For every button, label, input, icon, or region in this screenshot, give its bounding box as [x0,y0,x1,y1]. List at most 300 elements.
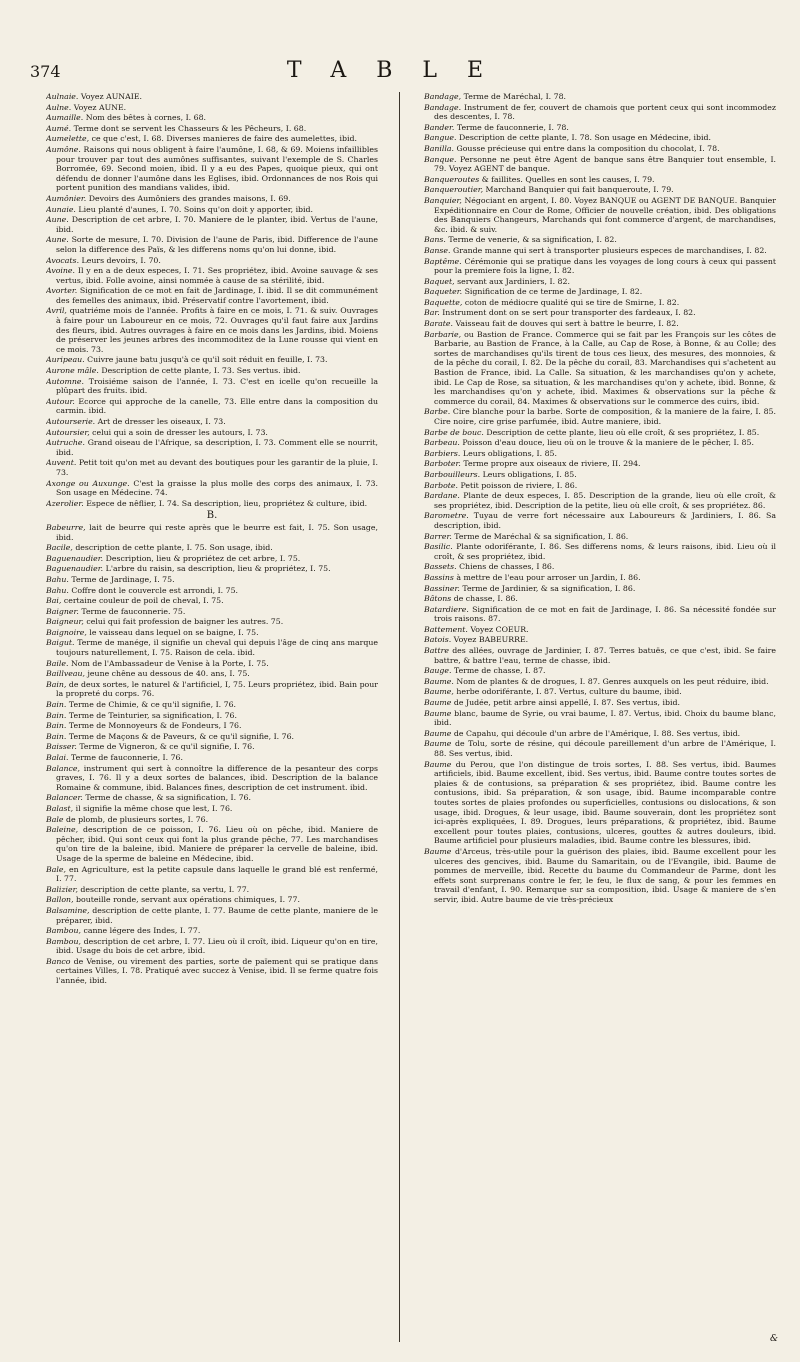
index-entry [424,449,776,459]
index-entry [424,277,776,287]
index-entry [424,459,776,469]
entry-headword: Avocats. [46,255,80,265]
entry-headword: Banqueroutes [424,174,480,184]
page-title: TABLE [286,58,514,83]
entry-headword: Baume [424,728,452,738]
index-entry [46,377,378,396]
index-entry [424,584,776,594]
index-entry [424,155,776,174]
index-entry [46,417,378,427]
entry-headword: Autour. [46,396,75,406]
index-entry [424,298,776,308]
index-entry [46,895,378,905]
entry-headword: Banco [46,956,71,966]
entry-headword: Bassiner. [424,583,460,593]
entry-headword: Baume [424,759,452,769]
entry-headword: Aumônier. [46,193,87,203]
index-entry [46,680,378,699]
entry-text: Terme de Maréchal, I. 78. [463,92,567,101]
index-entry [424,246,776,256]
entry-text: bouteille ronde, servant aux opérations chimiques, I. 77. [76,895,300,905]
entry-headword: Bambou, [46,926,81,936]
entry-headword: Axonge ou Auxunge. [46,478,130,488]
entry-headword: Battre [424,646,449,656]
index-entry [424,428,776,438]
entry-headword: Bassets. [424,562,457,572]
entry-text: Terme de Jardinier, & sa signification, I. 86. [462,583,636,593]
entry-headword: Batardiere. [424,604,469,614]
entry-text: ce que c'est, I. 68. Diverses manieres de faire des aumelettes, ibid. [91,134,357,144]
index-entry [46,804,378,814]
index-entry [46,458,378,477]
index-entry [46,764,378,793]
entry-text: Troisiéme saison de l'année, I. 73. C'est en icelle qu'on recueille la plûpart des fruits. ibid. [56,376,378,396]
entry-headword: Bans. [424,235,446,245]
entry-headword: Avril, [46,306,67,316]
index-entry [424,729,776,739]
entry-headword: Bain. [46,731,67,741]
entry-headword: Banquier, [424,195,462,205]
index-entry [46,438,378,457]
entry-text: Terme dont se servent les Chasseurs & les Pêcheurs, I. 68. [73,123,307,133]
entry-headword: Azerolier. [46,498,84,508]
index-entry [46,479,378,498]
index-entry [46,793,378,803]
entry-headword: Baquette, [424,297,463,307]
entry-text: lait de beurre qui reste après que le beurre est fait, I. 75. Son usage, ibid. [56,522,378,542]
entry-headword: Baume [424,698,452,708]
entry-headword: Auripeau. [46,355,85,365]
index-entry [424,287,776,297]
entry-headword: Baigut. [46,638,75,648]
entry-text: Terme de Chimie, & ce qu'il signifie, I. 76. [68,700,237,710]
entry-text: Terme de Jardinage, I. 75. [71,574,175,584]
entry-text: à mettre de l'eau pour arroser un Jardin, I. 86. [456,572,641,582]
index-entry [424,257,776,276]
index-entry [46,215,378,234]
entry-text: Terme de chasse, & sa signification, I. 76. [85,793,251,803]
entry-text: Instrument de fer, couvert de chamois que portent ceux qui sont incommodez des descentes, I. 78. [434,102,776,122]
entry-text: Devoirs des Aumôniers des grandes maisons, I. 69. [88,193,291,203]
index-entry [46,103,378,113]
entry-headword: Aune. [46,235,69,245]
entry-text: Voyez COEUR. [470,624,529,634]
entry-text: description de cet arbre, I. 77. Lieu où il croît, ibid. Liqueur qu'on en tire, ibid. Usage du bois de cet arbre, ibid. [56,936,378,956]
entry-text: Description de cette plante, lieu où elle croît, & ses propriétez, I. 85. [486,427,760,437]
entry-headword: Autruche. [46,438,86,448]
index-entry [46,256,378,266]
entry-text: Terme propre aux oiseaux de riviere, II. 294. [463,459,641,469]
index-entry [424,562,776,572]
entry-text: du Perou, que l'on distingue de trois sortes, I. 88. Ses vertus, ibid. Baumes artificiels, ibid. Baume excellent, ibid. Ses vertus, ibid. Baume contre toutes sortes de plaies & de contusions, sa préparation & ses propriétez, ibid. Baume contre les contusions, ibid. Sa préparation, & son usage, ibid. Baume incomparable contre toutes sortes de plaies profondes ou superficielles, contusions ou dislocations, & son usage, ibid. Drogues, & leur usage, ibid. Baume souverain, dont les propriétez sont ici-après expliquées, I. 89. Drogues, leurs préparations, & propriétez, ibid. Baume excellent pour toutes plaies, contusions, ulceres, gouttes & autres douleurs, ibid. Baume artificiel pour plusieurs maladies, ibid. Baume contre les blessures, ibid. [434,759,776,846]
entry-headword: Baguenaudier. [46,564,104,574]
entry-text: Terme de Maréchal & sa signification, I. 86. [454,531,629,541]
entry-headword: Bain. [46,710,67,720]
entry-headword: Barbe. [424,407,451,417]
entry-headword: Balast, [46,803,74,813]
entry-text: Signification de ce terme de Jardinage, I. 82. [464,287,643,297]
entry-text: Terme de chasse, I. 87. [453,666,546,676]
index-entry [46,134,378,144]
index-entry [46,543,378,553]
left-column [46,92,378,1342]
entry-headword: Barboter. [424,459,461,469]
entry-text: Cérémonie qui se pratique dans les voyages de long cours à ceux qui passent pour la premiere fois la ligne, I. 82. [434,256,776,276]
entry-text: L'arbre du raisin, sa description, lieu & propriétez, I. 75. [105,564,331,574]
entry-text: Chiens de chasses, I 86. [459,562,555,572]
entry-text: ou Bastion de France. Commerce qui se fait par les François sur les côtes de Barbarie, au Bastion de France, à la Calle, au Cap de Rose, à Bonne, & au Colle; des sortes de marchandises qu'ils tirent de tous ces lieux, des mesures, des monnoies, & de la pêche du corail, I. 82. De la pêche du corail, 83. Marchandises qui s'achetent au Bastion de France, ibid. La Calle. Sa situation, & les marchandises qu'on y achete, ibid. Le Cap de Rose, sa situation, & les marchandises qu'on y achete, ibid. Bonne, & les marchandises qu'on y achete, ibid. Maximes & observations sur la pêche & commerce du corail, 84. Maximes & observations sur le commerce des cuirs, ibid. [434,329,776,406]
entry-headword: Aumaille. [46,113,84,123]
index-entry [424,103,776,122]
entry-text: Terme de Teinturier, sa signification, I. 76. [68,710,237,720]
entry-text: Terme de fauconnerie, I. 78. [456,122,569,132]
entry-headword: Baigner. [46,606,79,616]
right-column [424,92,776,1354]
entry-headword: Bander. [424,122,455,132]
index-entry [46,499,378,509]
entry-text: celui qui fait profession de baigner les autres. 75. [86,617,284,627]
entry-text: Signification de ce mot en fait de Jardinage, I. 86. Sa nécessité fondée sur trois raisons. 87. [434,604,776,624]
entry-headword: Bauge. [424,666,452,676]
index-entry [424,491,776,510]
index-entry [46,638,378,657]
entry-text: Leurs devoirs, I. 70. [81,255,161,265]
entry-headword: Avorter. [46,286,78,296]
index-entry [46,659,378,669]
entry-headword: Autoursier, [46,427,90,437]
index-entry [46,825,378,863]
entry-text: Nom des bêtes à cornes, I. 68. [85,113,207,123]
entry-text: Description, lieu & propriétez de cet arbre, I. 75. [105,553,301,563]
index-entry [424,438,776,448]
entry-text: Description de cet arbre, I. 70. Maniere de le planter, ibid. Vertus de l'aune, ibid. [56,215,378,234]
entry-headword: Ballon, [46,895,74,905]
entry-headword: Aumône. [46,144,81,154]
entry-headword: Barometre. [424,511,469,521]
entry-headword: Barbiers. [424,448,461,458]
entry-headword: Baguenaudier. [46,553,104,563]
entry-text: Coffre dont le couvercle est arrondi, I. 75. [71,585,239,595]
entry-headword: Avoine. [46,266,76,276]
entry-text: Terme de fauconnerie. 75. [81,606,186,616]
entry-headword: Babeurre, [46,522,86,532]
index-entry [424,133,776,143]
index-entry [424,407,776,426]
index-entry [46,306,378,354]
entry-text: des allées, ouvrage de Jardinier, I. 87. Terres batuës, ce que c'est, ibid. Se faire battre, & battre l'eau, terme de chasse, ibid. [434,646,776,665]
entry-headword: Balizier, [46,884,78,894]
entry-text: de Judée, petit arbre ainsi appellé, I. 87. Ses vertus, ibid. [453,698,680,708]
index-entry [424,739,776,758]
entry-text: de Tolu, sorte de résine, qui découle pareillement d'un arbre de l'Amérique, I. 88. Ses vertus, ibid. [434,739,776,758]
entry-headword: Barbote. [424,480,459,490]
entry-headword: Banse. [424,245,451,255]
index-entry [424,677,776,687]
index-entry [46,564,378,574]
index-entry [46,235,378,254]
index-entry [424,594,776,604]
entry-text: en Agriculture, est la petite capsule dans laquelle le grand blé est renfermé, I. 77. [56,864,378,884]
entry-text: Terme de venerie, & sa signification, I. 82. [448,235,617,245]
entry-text: Terme de Monnoyeurs & de Fondeurs, I 76. [68,721,242,731]
entry-text: Grand oiseau de l'Afrique, sa description, I. 73. Comment elle se nourrit, ibid. [56,438,378,457]
entry-text: C'est la graisse la plus molle des corps des animaux, I. 73. Son usage en Médecine. 74. [56,478,378,498]
index-entry [46,366,378,376]
index-entry [424,847,776,905]
entry-text: description de cette plante, I. 77. Baume de cette plante, maniere de le préparer, ibid. [56,905,378,925]
entry-headword: Bahu. [46,585,69,595]
index-entry [46,194,378,204]
index-entry [46,617,378,627]
entry-headword: Basilic. [424,542,453,552]
index-entry [424,625,776,635]
entry-headword: Bâtons [424,594,452,604]
index-entry [46,124,378,134]
index-entry [424,123,776,133]
entry-text: Terme de manége, il signifie un cheval qui depuis l'âge de cinq ans marque toujours naturellement, I. 75. Raison de cela. ibid. [56,638,378,658]
index-entry [424,698,776,708]
entry-text: Ecorce qui approche de la canelle, 73. Elle entre dans la composition du carmin. ibid. [56,396,378,416]
index-entry [46,957,378,986]
entry-headword: Baisser. [46,742,77,752]
entry-headword: Bai, [46,596,62,606]
entry-text: description de cette plante, sa vertu, I. 77. [80,884,250,894]
index-entry [46,575,378,585]
entry-text: Description de cette plante, I. 73. Ses vertus. ibid. [101,366,301,376]
entry-headword: Bardane. [424,491,460,501]
index-entry [46,865,378,884]
index-entry [424,308,776,318]
entry-headword: Batois. [424,635,452,645]
index-entry [46,205,378,215]
entry-headword: Baptême. [424,256,462,266]
entry-headword: Bale, [46,864,66,874]
index-entry [46,428,378,438]
entry-headword: Baile. [46,658,69,668]
entry-headword: Baume, [424,687,454,697]
entry-text: celui qui a soin de dresser les autours, I. 73. [92,427,268,437]
entry-headword: Aune. [46,215,69,225]
index-entry [424,666,776,676]
index-entry [46,523,378,542]
entry-text: Sorte de mesure, I. 70. Division de l'aune de Paris, ibid. Difference de l'aune selon la difference des Païs, & les differens noms qu'on lui donne, ibid. [56,235,378,254]
entry-text: Voyez BABEURRE. [453,635,529,645]
entry-text: Terme de Vigneron, & ce qu'il signifie, I. 76. [79,742,255,752]
entry-headword: Aulnaie. [46,92,79,101]
entry-headword: Baillveau, [46,669,86,679]
column-divider [399,92,400,1342]
entry-text: & faillites. Quelles en sont les causes, I. 79. [481,174,655,184]
entry-text: coton de médiocre qualité qui se tire de Smirne, I. 82. [464,297,680,307]
section-letter: B. [206,510,218,522]
index-entry [46,815,378,825]
entry-text: Grande manne qui sert à transporter plusieurs especes de marchandises, I. 82. [452,245,767,255]
index-entry [46,711,378,721]
index-entry [46,145,378,193]
index-entry [424,481,776,491]
entry-headword: Bangue. [424,133,457,143]
index-entry [46,700,378,710]
index-entry [424,235,776,245]
entry-headword: Balancer. [46,793,83,803]
index-entry [424,330,776,407]
entry-text: Cire blanche pour la barbe. Sorte de composition, & la maniere de la faire, I. 85. Cire noire, cire grise parfumée, ibid. Autre maniere, ibid. [434,407,776,426]
index-entry [46,926,378,936]
index-entry [46,286,378,305]
entry-text: Signification de ce mot en fait de Jardinage, I. ibid. Il se dit communément des femelles des animaux, ibid. Préservatif contre l'avortement, ibid. [56,286,378,305]
entry-text: Terme de fauconnerie, I. 76. [70,753,183,762]
entry-headword: Aurone mâle. [46,366,99,376]
entry-text: Marchand Banquier qui fait banqueroute, I. 79. [485,185,674,195]
entry-text: servant aux Jardiniers, I. 82. [457,276,570,286]
index-entry [424,573,776,583]
index-entry [424,470,776,480]
entry-headword: Barbarie, [424,329,462,339]
entry-headword: Bahu. [46,574,69,584]
entry-headword: Barbouilleurs. [424,469,481,479]
entry-text: Cuivre jaune batu jusqu'à ce qu'il soit réduit en feuille, I. 73. [87,355,328,365]
entry-text: le vaisseau dans lequel on se baigne, I. 75. [89,627,259,637]
entry-text: il signifie la même chose que lest, I. 76. [75,803,233,813]
entry-headword: Aumelette, [46,134,90,144]
index-entry [424,511,776,530]
entry-headword: Balai. [46,753,69,762]
entry-headword: Baquet, [424,276,455,286]
entry-headword: Banilla. [424,143,455,153]
entry-text: Personne ne peut être Agent de banque sans être Banquier tout ensemble, I. 79. Voyez AGENT de banque. [434,154,776,174]
entry-text: Poisson d'eau douce, lieu où on le trouve & la maniere de le pêcher, I. 85. [462,438,754,448]
entry-headword: Balsamine, [46,905,90,915]
index-entry [46,397,378,416]
entry-headword: Baigneur, [46,617,84,627]
entry-headword: Barrer. [424,531,452,541]
entry-text: Il y en a de deux especes, I. 71. Ses propriétez, ibid. Avoine sauvage & ses vertus, ibid. Folle avoine, ainsi nommée à cause de sa stérilité, ibid. [56,266,378,285]
index-entry [46,885,378,895]
index-entry [424,185,776,195]
entry-headword: Bacile, [46,543,73,553]
entry-text: Nom de plantes & de drogues, I. 87. Genres auxquels on les peut réduire, ibid. [456,676,769,686]
entry-text: Voyez AUNAIE. [80,92,143,101]
entry-text: description de ce poisson, I. 76. Lieu où on pêche, ibid. Maniere de pêcher, ibid. Qui sont ceux qui font la plus grande pêche, 77. Les marchandises qu'on tire de la baleine, ibid. Maniere de préparer la cervelle de baleine, ibid. Usage de la sperme de baleine en Médecine, ibid. [56,825,378,863]
entry-text: canne légere des Indes, I. 77. [83,926,201,936]
entry-headword: Auvent. [46,458,77,468]
entry-text: Plante de deux especes, I. 85. Description de la grande, lieu où elle croît, & ses propriétez, ibid. Description de la petite, lieu où elle croît, & ses propriétez. 86. [434,491,776,510]
index-entry [46,607,378,617]
entry-headword: Bain. [46,700,67,710]
entry-headword: Autourserie. [46,417,96,426]
entry-headword: Balance, [46,763,81,773]
index-entry [424,532,776,542]
entry-headword: Bale [46,814,64,824]
entry-headword: Baqueter. [424,287,463,297]
entry-text: de Capahu, qui découle d'un arbre de l'Amérique, I. 88. Ses vertus, ibid. [453,728,741,738]
entry-headword: Baleine, [46,825,79,835]
entry-text: Petit toit qu'on met au devant des boutiques pour les garantir de la pluie, I. 73. [56,458,378,477]
index-entry [424,646,776,665]
entry-text: Terme de Maçons & de Paveurs, & ce qu'il signifie, I. 76. [68,731,295,741]
index-entry [424,760,776,846]
entry-text: Nom de l'Ambassadeur de Venise à la Porte, I. 75. [70,658,269,668]
entry-text: Espece de nêflier, I. 74. Sa description, lieu, propriétez & culture, ibid. [86,498,368,508]
index-entry [424,175,776,185]
index-entry [46,753,378,763]
entry-text: Leurs obligations, I. 85. [482,469,577,479]
entry-text: Voyez AUNE. [73,102,127,112]
index-entry [46,266,378,285]
entry-text: certaine couleur de poil de cheval, I. 75. [63,596,224,606]
entry-headword: Bain, [46,679,67,689]
entry-headword: Battement. [424,624,468,634]
entry-headword: Aulne. [46,102,72,112]
entry-text: blanc, baume de Syrie, ou vrai baume, I. 87. Vertus, ibid. Choix du baume blanc, ibid. [434,708,776,728]
entry-text: Gousse précieuse qui entre dans la composition du chocolat, I. 78. [456,143,720,153]
entry-headword: Banque. [424,154,457,164]
index-entry [46,937,378,956]
entry-headword: Automne. [46,376,84,386]
index-entry [46,628,378,638]
entry-headword: Baume [424,739,452,749]
index-entry [424,319,776,329]
index-entry [424,687,776,697]
entry-headword: Baignoire, [46,627,87,637]
entry-headword: Baume [424,846,452,856]
entry-text: Plante odoriférante, I. 86. Ses differens noms, & leurs raisons, ibid. Lieu où il croît, & ses propriétez, ibid. [434,542,776,561]
index-entry [424,196,776,234]
entry-headword: Bassins [424,572,454,582]
entry-text: de deux sortes, le naturel & l'artificiel, I, 75. Leurs propriétez, ibid. Bain pour la propreté du corps. 76. [56,679,378,699]
entry-headword: Bandage, [424,92,462,101]
index-entry [424,709,776,728]
entry-text: Lieu planté d'aunes, I. 70. Soins qu'on doit y apporter, ibid. [78,204,314,214]
catchword: & [769,1334,778,1344]
entry-headword: Bambou, [46,936,81,946]
entry-text: Tuyau de verre fort nécessaire aux Laboureurs & Jardiniers, I. 86. Sa description, ibid. [434,511,776,530]
index-entry [46,669,378,679]
index-entry [46,554,378,564]
entry-text: Instrument dont on se sert pour transporter des fardeaux, I. 82. [442,308,696,318]
entry-text: herbe odoriférante, I. 87. Vertus, culture du baume, ibid. [456,687,682,697]
page-header [30,58,770,88]
entry-text: Art de dresser les oiseaux, I. 73. [97,417,226,426]
entry-text: jeune chêne au dessous de 40. ans, I. 75. [87,669,250,679]
entry-headword: Aumé. [46,123,72,133]
entry-headword: Barate. [424,319,453,329]
entry-headword: Bandage. [424,102,462,112]
index-entry [424,92,776,102]
entry-text: de Venise, ou virement des parties, sorte de païement qui se pratique dans certaines Villes, I. 78. Pratiqué avec succez à Venise, ibid. Il se ferme quatre fois l'année, ibid. [56,956,378,986]
entry-headword: Banqueroutier, [424,185,484,195]
entry-text: Raisons qui nous obligent à faire l'aumône, I. 68, & 69. Moiens infaillibles pour trouver par tout des aumônes suffisantes, suivant l'exemple de S. Charles Borromée, 69. Second moien, ibid. Il y a eu des Papes, quoique pieux, qui ont défendu de donner l'aumône dans les Eglises, ibid. Ordonnances de nos Rois qui portent punition des mandians valides, ibid. [56,144,378,193]
index-entry [46,586,378,596]
entry-headword: Bain. [46,721,67,731]
index-entry [424,605,776,624]
index-entry [46,596,378,606]
index-entry [424,144,776,154]
entry-text: description de cette plante, I. 75. Son usage, ibid. [75,543,273,553]
index-entry [424,635,776,645]
entry-text: quatriéme mois de l'année. Profits à faire en ce mois, I. 71. & suiv. Ouvrages à faire pour un Laboureur en ce mois, 72. Ouvrages qu'il faut faire aux Jardins des fleurs, ibid. Autres ouvrages à faire en ce mois dans les Jardins, ibid. Moiens de préserver les jeunes arbres des incommoditez de la Lune rousse qui vient en ce mois. 73. [56,306,378,354]
index-entry [46,906,378,925]
index-entry [46,113,378,123]
entry-text: Description de cette plante, I. 78. Son usage en Médecine, ibid. [459,133,711,143]
entry-text: d'Arceus, très-utile pour la guérison des plaies, ibid. Baume excellent pour les ulceres des gencives, ibid. Baume du Samaritain, ou de l'Evangile, ibid. Baume de pommes de merveille, ibid. Recette du baume du Commandeur de Parme, dont les effets sont surprenans contre le fer, le feu, le flux de sang, & pour les femmes en travail d'enfant, I. 90. Remarque sur sa composition, ibid. Usage & maniere de s'en servir, ibid. Autre baume de vie très-précieux [434,846,776,904]
index-entry [46,732,378,742]
entry-text: instrument qui sert à connoître la difference de la pesanteur des corps graves, I. 76. Il y a deux sortes de balances, ibid. Description de la balance Romaine & commune, ibid. Balances fines, description de cet instrument. ibid. [56,763,378,792]
entry-headword: Bar. [424,308,440,318]
entry-text: Petit poisson de riviere, I. 86. [460,480,578,490]
entry-headword: Baume. [424,676,454,686]
entry-headword: Baume [424,708,452,718]
